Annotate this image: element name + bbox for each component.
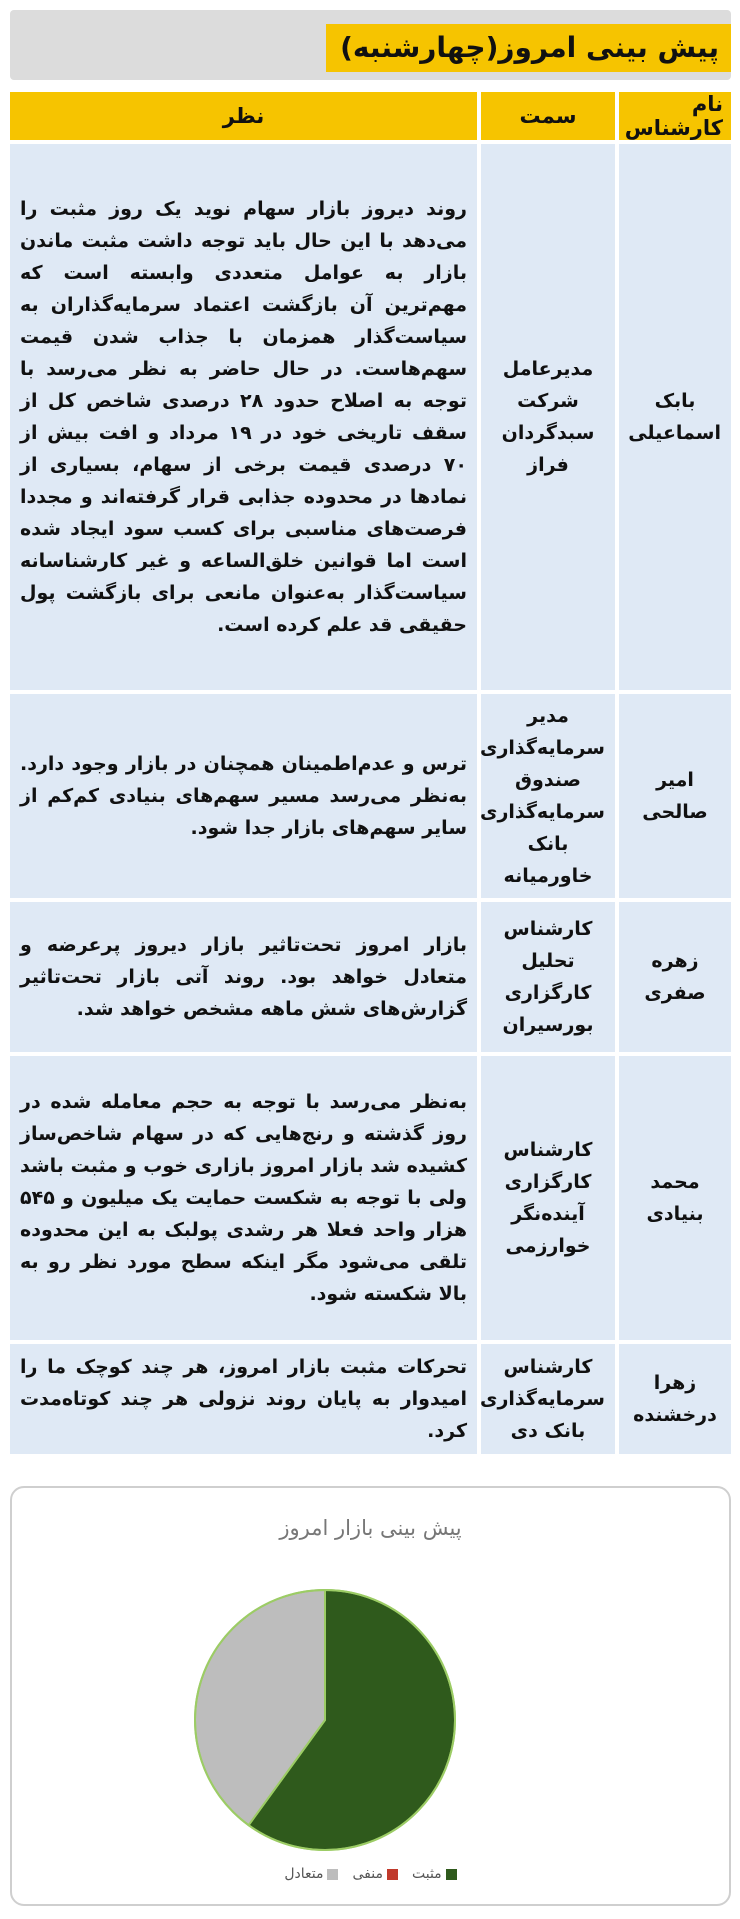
- chart-legend: [12, 1866, 729, 1882]
- legend-item-2: [284, 1866, 338, 1882]
- chart-title: پیش بینی بازار امروز: [279, 1516, 462, 1540]
- expert-name: امیر صالحی: [619, 694, 731, 898]
- column-header-name: نام کارشناس: [619, 92, 731, 140]
- experts-table: [10, 88, 731, 1458]
- expert-name: بابک اسماعیلی: [619, 144, 731, 690]
- chart-panel: [10, 1486, 731, 1906]
- table-row: [10, 1056, 731, 1340]
- table-row: [10, 144, 731, 690]
- column-header-position: سمت: [481, 92, 619, 140]
- legend-swatch: [387, 1869, 398, 1880]
- expert-name: زهره صفری: [619, 902, 731, 1052]
- legend-label: مثبت: [411, 1866, 442, 1882]
- expert-position: مدیرعامل شرکت سبدگردان فراز: [481, 144, 619, 690]
- expert-comment: به‌نظر می‌رسد با توجه به حجم معامله شده در روز گذشته و رنج‌هایی که در سهام شاخص‌ساز کشیده شد بازار امروز بازاری خوب و مثبت باشد ولی با توجه به شکست حمایت یک میلیون و ۵۴۵ هزار واحد فعلا هر رشدی پولبک به این محدوده تلقی می‌شود مگر اینکه سطح مورد نظر رو به بالا شکسته شود.: [10, 1056, 481, 1340]
- table-header-row: [10, 92, 731, 140]
- legend-item-0: [412, 1866, 457, 1882]
- pie-chart: [12, 1488, 729, 1904]
- expert-comment: بازار امروز تحت‌تاثیر بازار دیروز پرعرضه و متعادل خواهد بود. روند آتی بازار تحت‌تاثیر گزارش‌های شش ماهه مشخص خواهد شد.: [10, 902, 481, 1052]
- table-row: [10, 694, 731, 898]
- expert-position: کارشناس تحلیل کارگزاری بورسیران: [481, 902, 619, 1052]
- expert-position: کارشناس سرمایه‌گذاری بانک دی: [481, 1344, 619, 1454]
- page-title: پیش بینی امروز(چهارشنبه): [326, 24, 731, 72]
- expert-position: کارشناس کارگزاری آینده‌نگر خوارزمی: [481, 1056, 619, 1340]
- legend-swatch: [327, 1869, 338, 1880]
- table-row: [10, 1344, 731, 1454]
- expert-comment: تحرکات مثبت بازار امروز، هر چند کوچک ما را امیدوار به پایان روند نزولی هر چند کوتاه‌مدت کرد.: [10, 1344, 481, 1454]
- legend-swatch: [446, 1869, 457, 1880]
- header-bar: [10, 10, 731, 80]
- expert-comment: روند دیروز بازار سهام نوید یک روز مثبت را می‌دهد با این حال باید توجه داشت مثبت ماندن بازار به عوامل متعددی وابسته است که مهم‌ترین آن بازگشت اعتماد سرمایه‌گذاران به سیاست‌گذار همزمان با جذاب شدن قیمت سهم‌هاست. در حال حاضر به نظر می‌رسد با توجه به اصلاح حدود ۲۸ درصدی شاخص کل از سقف تاریخی خود در ۱۹ مرداد و افت بیش از ۷۰ درصدی قیمت برخی از سهام، بسیاری از نمادها در محدوده جذابی قرار گرفته‌اند و مجددا فرصت‌های مناسبی برای کسب سود ایجاد شده است اما قوانین خلق‌الساعه و غیر کارشناسانه سیاست‌گذار به‌عنوان مانعی برای بازگشت پول حقیقی قد علم کرده است.: [10, 144, 481, 690]
- expert-name: زهرا درخشنده: [619, 1344, 731, 1454]
- expert-position: مدیر سرمایه‌گذاری صندوق سرمایه‌گذاری بانک خاورمیانه: [481, 694, 619, 898]
- legend-label: منفی: [352, 1866, 383, 1882]
- expert-comment: ترس و عدم‌اطمینان همچنان در بازار وجود دارد. به‌نظر می‌رسد مسیر سهم‌های بنیادی کم‌کم از سایر سهم‌های بازار جدا شود.: [10, 694, 481, 898]
- table-row: [10, 902, 731, 1052]
- legend-label: متعادل: [284, 1866, 324, 1882]
- expert-name: محمد بنیادی: [619, 1056, 731, 1340]
- legend-item-1: [352, 1866, 397, 1882]
- column-header-comment: نظر: [10, 92, 481, 140]
